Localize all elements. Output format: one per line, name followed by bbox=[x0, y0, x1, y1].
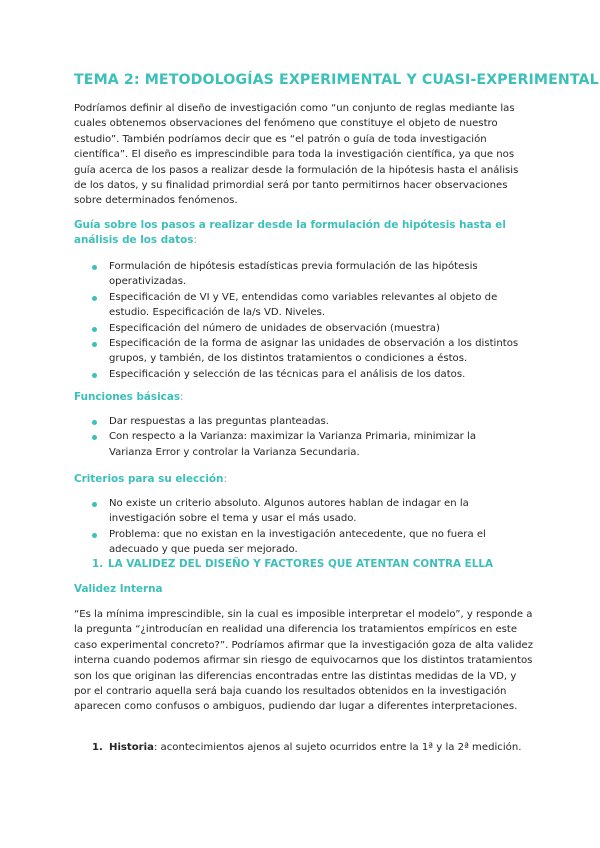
section-heading-guide-colon: : bbox=[193, 234, 197, 247]
history-number: 1. bbox=[92, 742, 103, 753]
bullet-icon bbox=[92, 373, 97, 378]
section-heading-criteria-colon: : bbox=[223, 473, 227, 485]
list-item-text: Especificación de VI y VE, entendidas como variables relevantes al objeto de estudio. Especificación de la/s VD. Niveles. bbox=[109, 291, 498, 319]
criteria-list bbox=[92, 496, 522, 558]
list-item bbox=[92, 367, 522, 382]
numbered-section-heading bbox=[92, 557, 493, 572]
functions-list bbox=[92, 414, 522, 460]
section-heading-functions-text: Funciones básicas bbox=[74, 391, 181, 403]
section-heading-guide bbox=[74, 218, 534, 249]
section-heading-guide-text: Guía sobre los pasos a realizar desde la formulación de hipótesis hasta el análisis de los datos bbox=[74, 219, 506, 247]
guide-steps-list bbox=[92, 259, 522, 382]
history-text: : acontecimientos ajenos al sujeto ocurridos entre la 1ª y la 2ª medición. bbox=[153, 742, 522, 753]
list-item-text: Formulación de hipótesis estadísticas previa formulación de las hipótesis operativizadas. bbox=[109, 261, 478, 288]
intro-paragraph: Podríamos definir al diseño de investigación como “un conjunto de reglas mediante las cuales obtenemos observaciones del fenómeno que constituye el objeto de nuestro estudio”. También podríamos decir que es “el patrón o guía de toda investigación científica”. El diseño es imprescindible para toda la investigación científica, ya que nos guía acerca de los pasos a realizar desde la formulación de la hipótesis hasta el análisis de los datos, y su finalidad primordial será por tanto permitirnos hacer observaciones sobre determinados fenómenos. bbox=[74, 103, 519, 207]
list-item-text: No existe un criterio absoluto. Algunos autores hablan de indagar en la investigación sobre el tema y usar el más usado. bbox=[109, 498, 469, 525]
page-title: TEMA 2: METODOLOGÍAS EXPERIMENTAL Y CUASI-EXPERIMENTAL bbox=[74, 72, 599, 88]
list-item-text: Con respecto a la Varianza: maximizar la Varianza Primaria, minimizar la Varianza Error y controlar la Varianza Secundaria. bbox=[109, 431, 477, 458]
history-term: Historia bbox=[109, 742, 154, 753]
list-item bbox=[92, 527, 522, 558]
list-item-text: Problema: que no existan en la investigación antecedente, que no fuera el adecuado y que pueda ser mejorado. bbox=[109, 528, 486, 556]
history-list-item bbox=[92, 740, 521, 755]
numbered-section-number: 1. bbox=[92, 558, 104, 570]
list-item-text: Especificación del número de unidades de observación (muestra) bbox=[109, 322, 440, 334]
list-item-text: Especificación de la forma de asignar las unidades de observación a los distintos grupos, y también, de los distintos tratamientos o condiciones a éstos. bbox=[109, 338, 519, 365]
list-item bbox=[92, 429, 522, 460]
list-item bbox=[92, 259, 522, 290]
list-item bbox=[92, 336, 522, 367]
bullet-icon bbox=[92, 342, 97, 347]
section-heading-internal-validity: Validez Interna bbox=[74, 583, 163, 595]
bullet-icon bbox=[92, 533, 97, 538]
bullet-icon bbox=[92, 435, 97, 440]
numbered-section-text: LA VALIDEZ DEL DISEÑO Y FACTORES QUE ATENTAN CONTRA ELLA bbox=[108, 558, 494, 570]
list-item bbox=[92, 321, 522, 336]
section-heading-functions bbox=[74, 390, 534, 405]
list-item-text: Especificación y selección de las técnicas para el análisis de los datos. bbox=[109, 368, 466, 380]
bullet-icon bbox=[92, 502, 97, 507]
list-item-text: Dar respuestas a las preguntas planteadas. bbox=[109, 416, 330, 427]
list-item bbox=[92, 496, 522, 527]
internal-validity-paragraph: “Es la mínima imprescindible, sin la cual es imposible interpretar el modelo”, y responde a la pregunta “¿introducían en realidad una diferencia los tratamientos empíricos en este caso experimental concreto?”. Podríamos afirmar que la investigación goza de alta validez interna cuando podemos afirmar sin riesgo de equivocarnos que los distintos tratamientos son los que originan las diferencias encontradas entre las distintas medidas de la VD, y por el contrario aquella será baja cuando los resultados obtenidos en la investigación aparecen como confusos o ambiguos, pudiendo dar lugar a diferentes interpretaciones. bbox=[74, 609, 533, 713]
bullet-icon bbox=[92, 327, 97, 332]
section-heading-criteria bbox=[74, 472, 534, 487]
section-heading-criteria-text: Criterios para su elección bbox=[74, 473, 224, 485]
bullet-icon bbox=[92, 420, 97, 425]
list-item bbox=[92, 290, 522, 321]
bullet-icon bbox=[92, 296, 97, 301]
bullet-icon bbox=[92, 265, 97, 270]
section-heading-functions-colon: : bbox=[180, 391, 184, 403]
list-item bbox=[92, 414, 522, 429]
